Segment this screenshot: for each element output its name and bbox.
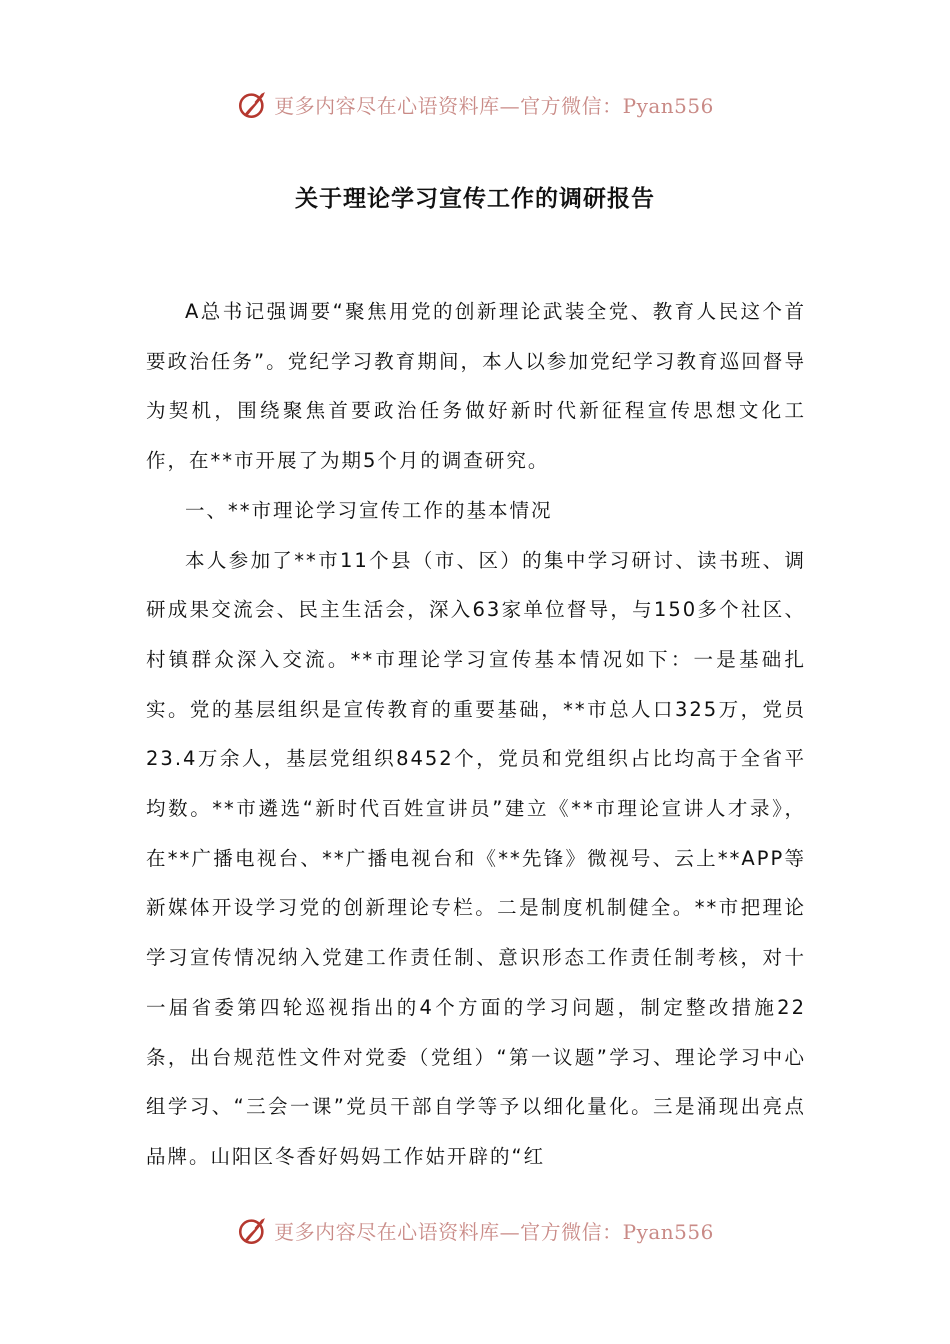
header-watermark-text: 更多内容尽在心语资料库—官方微信：Pyan556 bbox=[274, 93, 714, 118]
header-watermark bbox=[0, 84, 950, 124]
quill-pen-circle-icon bbox=[236, 1213, 270, 1247]
paragraph-intro: A总书记强调要“聚焦用党的创新理论武装全党、教育人民这个首要政治任务”。党纪学习教育期间，本人以参加党纪学习教育巡回督导为契机，围绕聚焦首要政治任务做好新时代新征程宣传思想文化工作，在**市开展了为期5个月的调查研究。 bbox=[146, 300, 806, 473]
quill-pen-circle-icon bbox=[236, 87, 270, 121]
paragraph-situation: 本人参加了**市11个县（市、区）的集中学习研讨、读书班、调研成果交流会、民主生活会，深入63家单位督导，与150多个社区、村镇群众深入交流。**市理论学习宣传基本情况如下：一是基础扎实。党的基层组织是宣传教育的重要基础，**市总人口325万，党员23.4万余人，基层党组织8452个，党员和党组织占比均高于全省平均数。**市遴选“新时代百姓宣讲员”建立《**市理论宣讲人才录》，在**广播电视台、**广播电视台和《**先锋》微视号、云上**APP等新媒体开设学习党的创新理论专栏。二是制度机制健全。**市把理论学习宣传情况纳入党建工作责任制、意识形态工作责任制考核，对十一届省委第四轮巡视指出的4个方面的学习问题，制定整改措施22条，出台规范性文件对党委（党组）“第一议题”学习、理论学习中心组学习、“三会一课”党员干部自学等予以细化量化。三是涌现出亮点品牌。山阳区冬香好妈妈工作姑开辟的“红 bbox=[146, 548, 806, 1168]
header-watermark-inner bbox=[236, 87, 714, 121]
footer-watermark-inner bbox=[236, 1213, 714, 1247]
document-body bbox=[146, 287, 806, 1182]
footer-watermark-text: 更多内容尽在心语资料库—官方微信：Pyan556 bbox=[274, 1219, 714, 1244]
footer-watermark bbox=[0, 1210, 950, 1250]
section-heading: 一、**市理论学习宣传工作的基本情况 bbox=[185, 498, 553, 522]
document-title: 关于理论学习宣传工作的调研报告 bbox=[295, 186, 655, 212]
